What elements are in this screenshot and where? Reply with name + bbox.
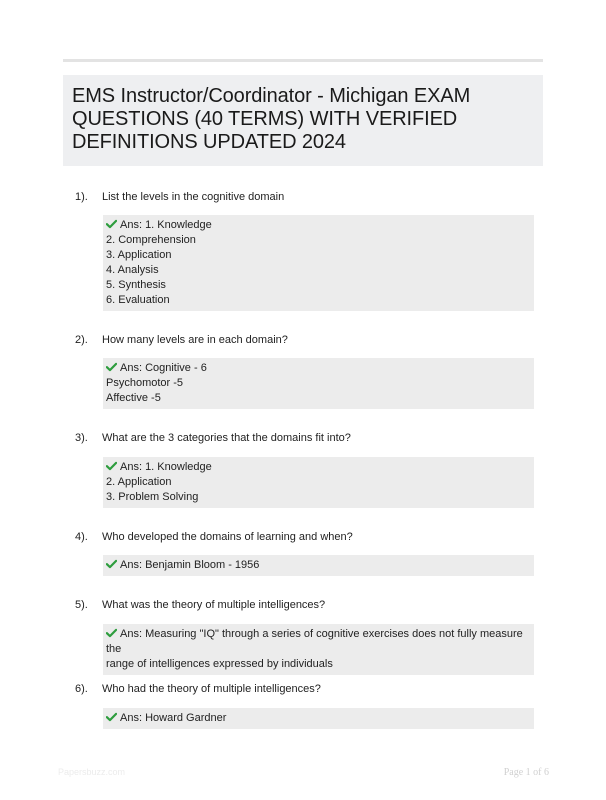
page-number: Page 1 of 6: [503, 767, 549, 778]
check-icon: [106, 362, 117, 372]
answer-box: [103, 624, 534, 675]
check-icon: [106, 219, 117, 229]
answer-box: [103, 457, 534, 508]
answer-line: 3. Problem Solving: [106, 491, 199, 503]
question-number: 1).: [75, 191, 88, 203]
answer-line: Ans: 1. Knowledge: [120, 461, 212, 473]
answer-box: [103, 358, 534, 409]
answer-line: Ans: Measuring "IQ" through a series of cognitive exercises does not fully measure the: [106, 628, 526, 655]
answer-line: Affective -5: [106, 392, 161, 404]
question-text: What are the 3 categories that the domains fit into?: [102, 432, 351, 444]
answer-line: range of intelligences expressed by individuals: [106, 658, 333, 670]
question-number: 4).: [75, 531, 88, 543]
answer-box: [103, 555, 534, 576]
answer-box: [103, 708, 534, 729]
answer-line: Ans: Cognitive - 6: [120, 362, 207, 374]
question-text: Who developed the domains of learning and when?: [102, 531, 353, 543]
check-icon: [106, 712, 117, 722]
question-text: Who had the theory of multiple intelligences?: [102, 683, 321, 695]
footer-watermark: Papersbuzz.com: [58, 767, 126, 777]
question-text: List the levels in the cognitive domain: [102, 191, 285, 203]
answer-line: Ans: Howard Gardner: [120, 712, 227, 724]
question-number: 2).: [75, 334, 88, 346]
answer-line: 3. Application: [106, 249, 172, 261]
answer-line: Ans: Benjamin Bloom - 1956: [120, 559, 260, 571]
top-divider: [63, 59, 543, 62]
answer-line: 2. Application: [106, 476, 172, 488]
question-text: What was the theory of multiple intelligences?: [102, 599, 326, 611]
answer-line: 2. Comprehension: [106, 234, 196, 246]
answer-box: [103, 215, 534, 311]
answer-line: 5. Synthesis: [106, 279, 166, 291]
check-icon: [106, 461, 117, 471]
answer-line: Ans: 1. Knowledge: [120, 219, 212, 231]
question-number: 3).: [75, 432, 88, 444]
question-text: How many levels are in each domain?: [102, 334, 288, 346]
question-number: 5).: [75, 599, 88, 611]
question-number: 6).: [75, 683, 88, 695]
check-icon: [106, 559, 117, 569]
title-banner: [63, 75, 543, 166]
document-title: EMS Instructor/Coordinator - Michigan EXAM QUESTIONS (40 TERMS) WITH VERIFIED DEFINITIONS UPDATED 2024: [72, 85, 471, 153]
check-icon: [106, 628, 117, 638]
answer-line: 6. Evaluation: [106, 294, 170, 306]
answer-line: Psychomotor -5: [106, 377, 184, 389]
answer-line: 4. Analysis: [106, 264, 159, 276]
